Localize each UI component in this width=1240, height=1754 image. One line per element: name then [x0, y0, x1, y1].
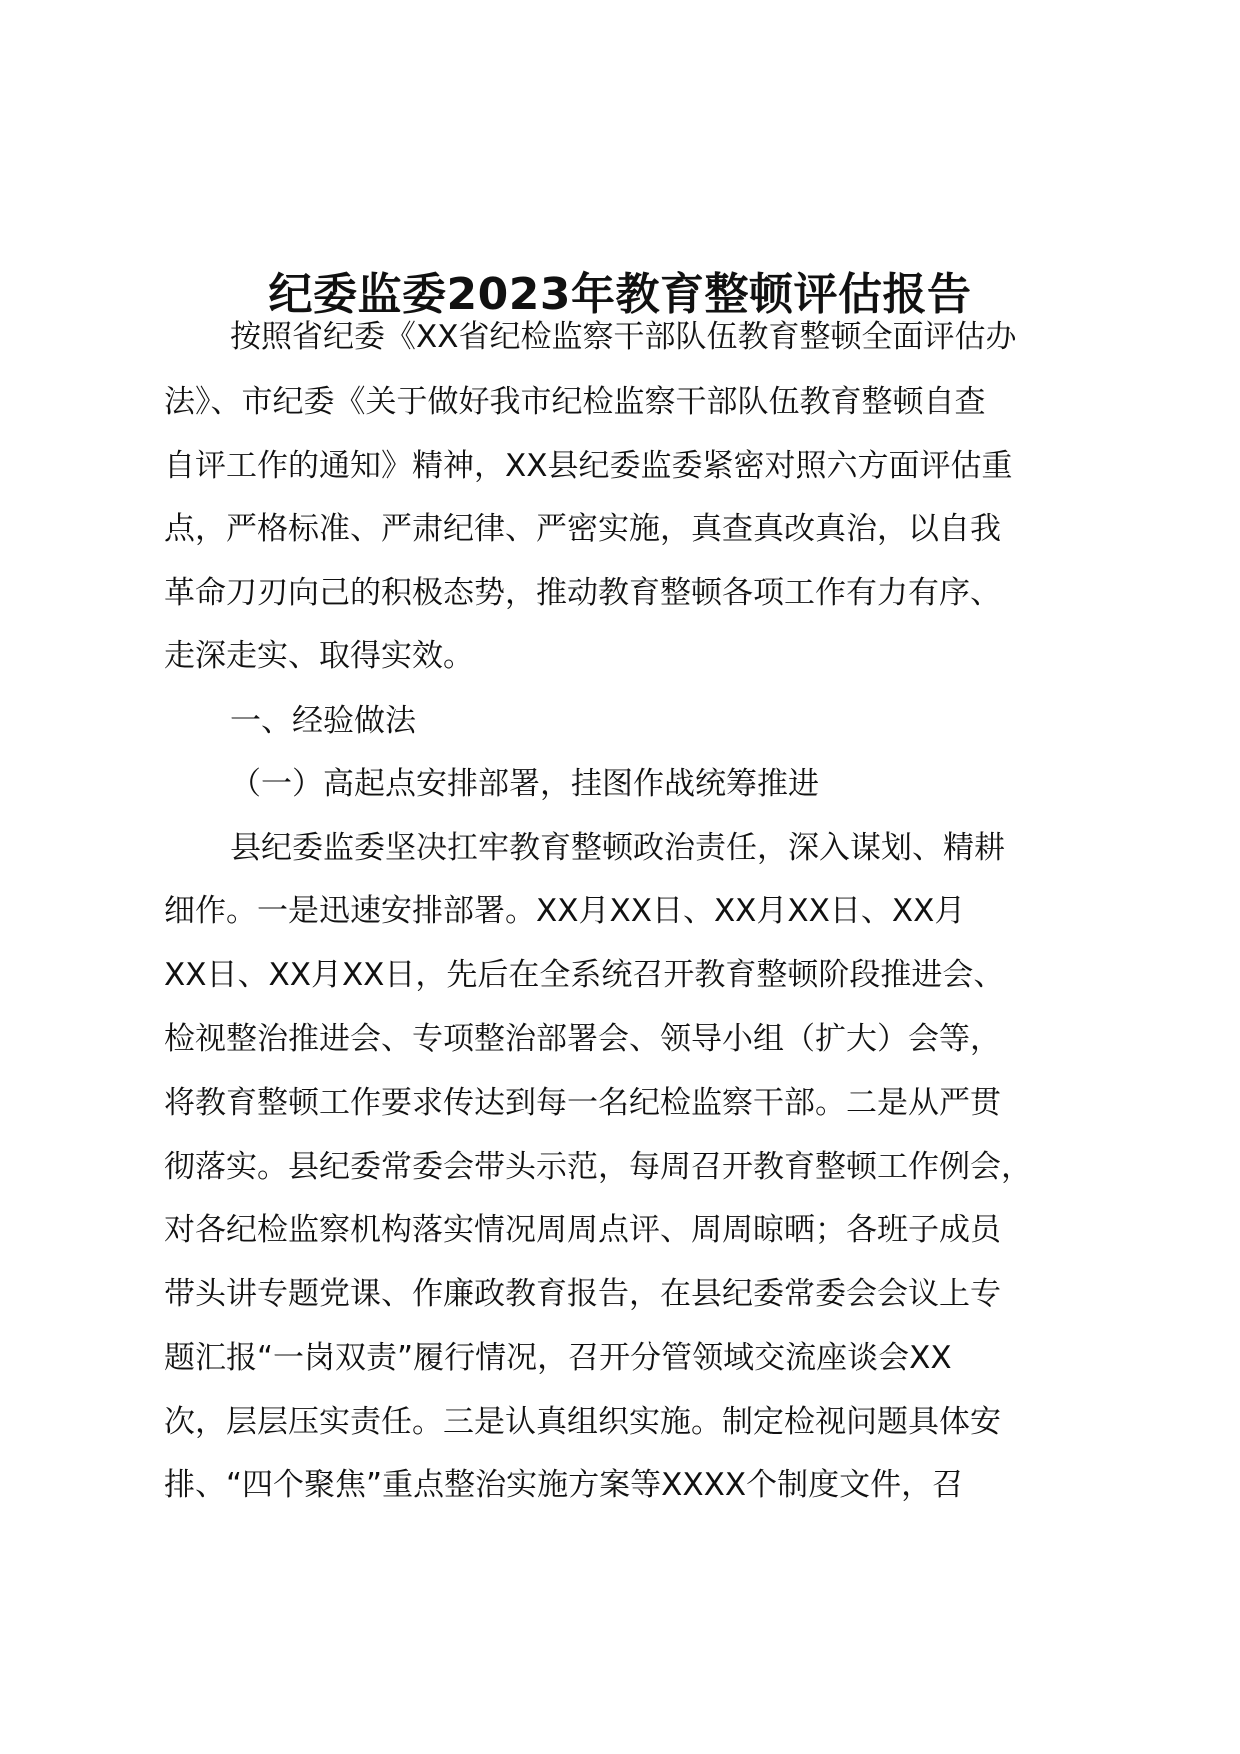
paragraph-line: 细作。一是迅速安排部署。XX月XX日、XX月XX日、XX月 — [164, 893, 966, 929]
paragraph-line: 排、“四个聚焦”重点整治实施方案等XXXX个制度文件，召 — [164, 1467, 964, 1503]
section-heading: 一、经验做法 — [230, 703, 416, 739]
paragraph-line: 检视整治推进会、专项整治部署会、领导小组（扩大）会等， — [164, 1021, 1001, 1057]
paragraph-line: 走深走实、取得实效。 — [164, 638, 474, 674]
paragraph-line: 题汇报“一岗双责”履行情况，召开分管领域交流座谈会XX — [164, 1340, 952, 1376]
paragraph-line: 县纪委监委坚决扛牢教育整顿政治责任，深入谋划、精耕 — [230, 830, 1005, 866]
paragraph-line: 点，严格标准、严肃纪律、严密实施，真查真改真治，以自我 — [164, 511, 1001, 547]
paragraph-line: 按照省纪委《XX省纪检监察干部队伍教育整顿全面评估办 — [230, 319, 1017, 355]
document-title: 纪委监委2023年教育整顿评估报告 — [268, 269, 972, 321]
paragraph-line: 革命刀刃向己的积极态势，推动教育整顿各项工作有力有序、 — [164, 575, 1001, 611]
paragraph-line: 法》、市纪委《关于做好我市纪检监察干部队伍教育整顿自查 — [164, 384, 986, 420]
paragraph-line: 对各纪检监察机构落实情况周周点评、周周晾晒；各班子成员 — [164, 1212, 1001, 1248]
subsection-heading: （一）高起点安排部署，挂图作战统筹推进 — [230, 766, 819, 802]
paragraph-line: 彻落实。县纪委常委会带头示范，每周召开教育整顿工作例会， — [164, 1149, 1032, 1185]
paragraph-line: 次，层层压实责任。三是认真组织实施。制定检视问题具体安 — [164, 1404, 1001, 1440]
paragraph-line: 自评工作的通知》精神，XX县纪委监委紧密对照六方面评估重 — [164, 448, 1013, 484]
paragraph-line: XX日、XX月XX日，先后在全系统召开教育整顿阶段推进会、 — [164, 957, 1005, 993]
paragraph-line: 带头讲专题党课、作廉政教育报告，在县纪委常委会会议上专 — [164, 1276, 1001, 1312]
paragraph-line: 将教育整顿工作要求传达到每一名纪检监察干部。二是从严贯 — [164, 1085, 1001, 1121]
